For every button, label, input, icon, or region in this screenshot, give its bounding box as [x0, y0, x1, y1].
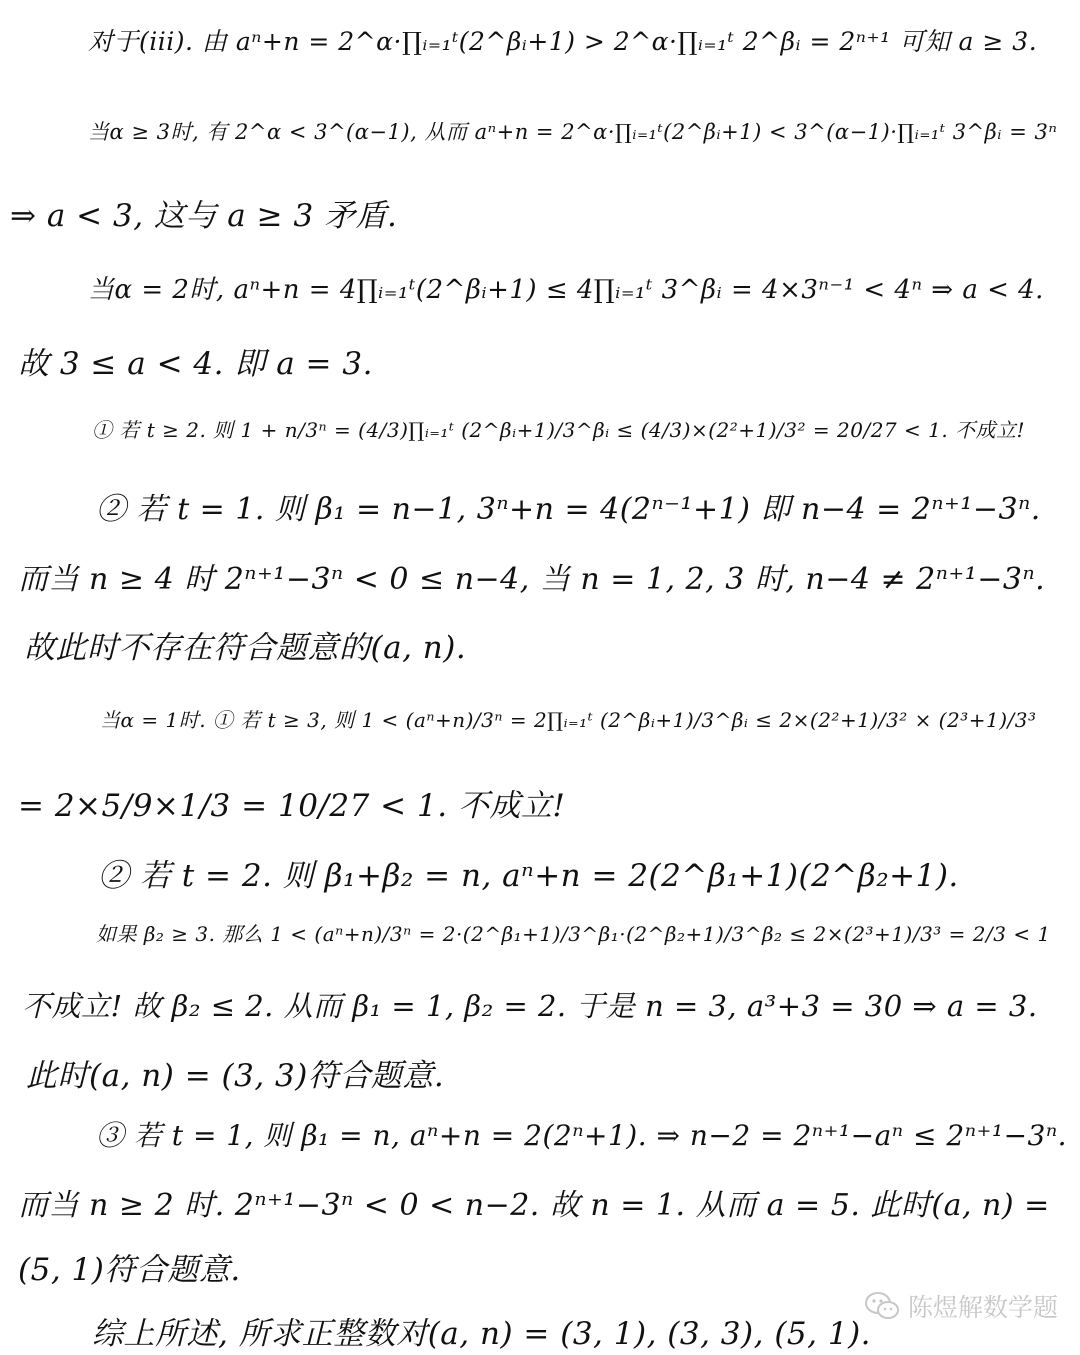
watermark [864, 1288, 1058, 1324]
wechat-icon [864, 1291, 900, 1321]
solution-line-6: ① 若 t ≥ 2. 则 1 + n/3ⁿ = (4/3)∏ᵢ₌₁ᵗ (2^βᵢ+1)/3^βᵢ ≤ (4/3)×(2²+1)/3² = 20/27 < 1. 不成立! [92, 418, 1026, 442]
solution-line-12: ② 若 t = 2. 则 β₁+β₂ = n, aⁿ+n = 2(2^β₁+1)(2^β₂+1). [98, 858, 959, 894]
solution-line-1: 对于(iii). 由 aⁿ+n = 2^α·∏ᵢ₌₁ᵗ(2^βᵢ+1) > 2^α·∏ᵢ₌₁ᵗ 2^βᵢ = 2ⁿ⁺¹ 可知 a ≥ 3. [88, 27, 1038, 56]
solution-line-4: 当α = 2时, aⁿ+n = 4∏ᵢ₌₁ᵗ(2^βᵢ+1) ≤ 4∏ᵢ₌₁ᵗ 3^βᵢ = 4×3ⁿ⁻¹ < 4ⁿ ⇒ a < 4. [88, 275, 1044, 305]
solution-line-19: 综上所述, 所求正整数对(a, n) = (3, 1), (3, 3), (5, 1). [92, 1316, 872, 1352]
solution-line-18: (5, 1)符合题意. [18, 1252, 241, 1288]
solution-line-9: 故此时不存在符合题意的(a, n). [24, 630, 467, 666]
watermark-text: 陈煜解数学题 [907, 1293, 1058, 1322]
solution-line-7: ② 若 t = 1. 则 β₁ = n−1, 3ⁿ+n = 4(2ⁿ⁻¹+1) 即 n−4 = 2ⁿ⁺¹−3ⁿ. [96, 492, 1041, 527]
solution-line-10: 当α = 1时. ① 若 t ≥ 3, 则 1 < (aⁿ+n)/3ⁿ = 2∏ᵢ₌₁ᵗ (2^βᵢ+1)/3^βᵢ ≤ 2×(2²+1)/3² × (2³+1)/3³ [100, 708, 1037, 732]
solution-line-17: 而当 n ≥ 2 时. 2ⁿ⁺¹−3ⁿ < 0 < n−2. 故 n = 1. 从而 a = 5. 此时(a, n) = [18, 1188, 1050, 1223]
solution-line-5: 故 3 ≤ a < 4. 即 a = 3. [18, 346, 373, 382]
solution-line-15: 此时(a, n) = (3, 3)符合题意. [26, 1058, 445, 1094]
solution-line-11: = 2×5/9×1/3 = 10/27 < 1. 不成立! [18, 788, 566, 824]
solution-line-13: 如果 β₂ ≥ 3. 那么 1 < (aⁿ+n)/3ⁿ = 2·(2^β₁+1)/3^β₁·(2^β₂+1)/3^β₂ ≤ 2×(2³+1)/3³ = 2/3 < 1 [96, 922, 1051, 946]
solution-line-14: 不成立! 故 β₂ ≤ 2. 从而 β₁ = 1, β₂ = 2. 于是 n = 3, a³+3 = 30 ⇒ a = 3. [22, 989, 1038, 1023]
solution-line-2: 当α ≥ 3时, 有 2^α < 3^(α−1), 从而 aⁿ+n = 2^α·∏ᵢ₌₁ᵗ(2^βᵢ+1) < 3^(α−1)·∏ᵢ₌₁ᵗ 3^βᵢ = 3ⁿ [88, 120, 1058, 144]
solution-line-8: 而当 n ≥ 4 时 2ⁿ⁺¹−3ⁿ < 0 ≤ n−4, 当 n = 1, 2, 3 时, n−4 ≠ 2ⁿ⁺¹−3ⁿ. [18, 562, 1046, 597]
solution-line-16: ③ 若 t = 1, 则 β₁ = n, aⁿ+n = 2(2ⁿ+1). ⇒ n−2 = 2ⁿ⁺¹−aⁿ ≤ 2ⁿ⁺¹−3ⁿ. [96, 1119, 1068, 1152]
solution-line-3: ⇒ a < 3, 这与 a ≥ 3 矛盾. [10, 198, 398, 234]
